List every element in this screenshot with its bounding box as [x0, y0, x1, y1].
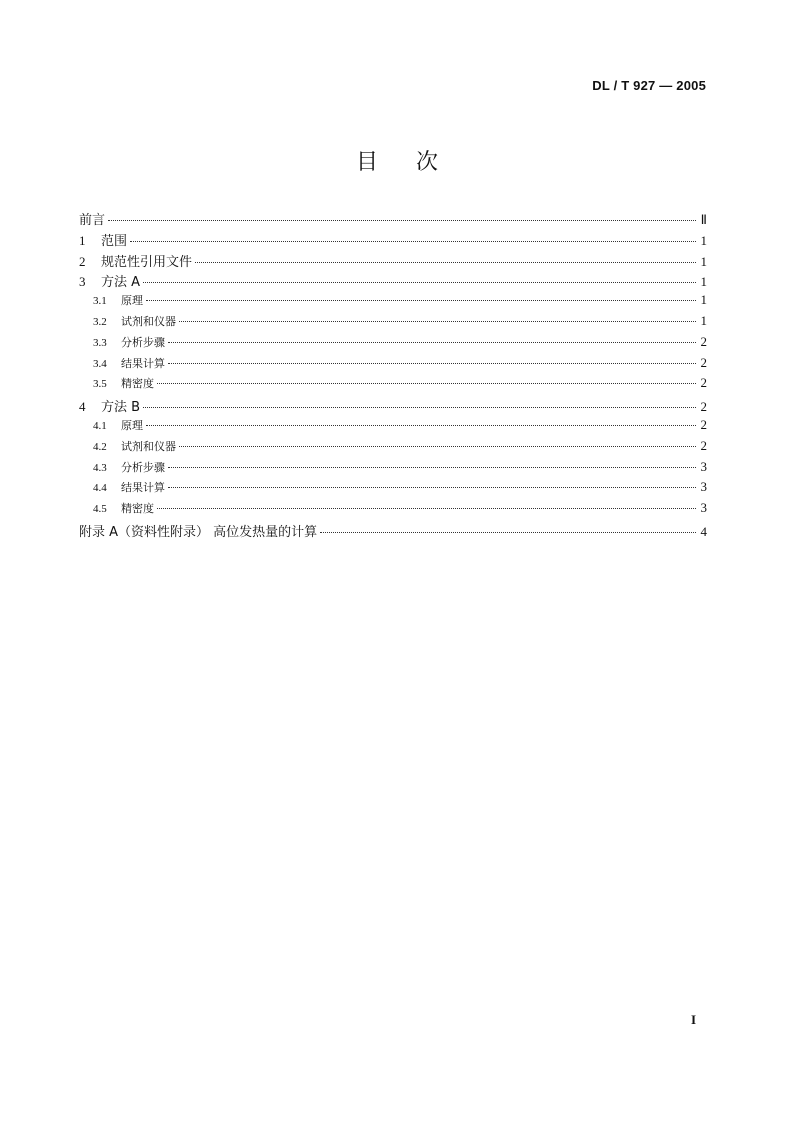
- toc-entry-number: 4.3: [93, 461, 107, 474]
- toc-entry[interactable]: [79, 521, 707, 542]
- toc-entry-label: 试剂和仪器: [121, 439, 176, 453]
- toc-entry-label: 分析步骤: [121, 335, 165, 349]
- toc-entry-number: 4: [79, 399, 86, 415]
- toc-entry[interactable]: [79, 334, 707, 355]
- toc-entry-page: 2: [700, 416, 707, 432]
- toc-entry[interactable]: [79, 230, 707, 251]
- toc-entry[interactable]: [79, 479, 707, 500]
- toc-entry-number: 3.3: [93, 336, 107, 349]
- toc-entry-page: 2: [700, 333, 707, 349]
- toc-entry-label: 精密度: [121, 502, 154, 516]
- toc-dot-leader: [179, 321, 696, 322]
- toc-dot-leader: [157, 383, 696, 384]
- toc-dot-leader: [146, 300, 696, 301]
- toc-entry-label: 方法 A: [101, 275, 141, 291]
- toc-entry[interactable]: [79, 438, 707, 459]
- toc-dot-leader: [146, 425, 696, 426]
- toc-entry[interactable]: [79, 209, 707, 230]
- toc-entry-label: 结果计算: [121, 356, 165, 370]
- toc-entry-page: Ⅱ: [700, 212, 707, 227]
- toc-dot-leader: [168, 467, 696, 468]
- toc-entry-number: 3: [79, 274, 86, 290]
- toc-entry-page: 3: [700, 479, 707, 495]
- toc-entry-number: 4.2: [93, 440, 107, 453]
- toc-entry-page: 1: [700, 253, 707, 269]
- toc-entry[interactable]: [79, 375, 707, 396]
- toc-entry-page: 4: [700, 523, 707, 539]
- toc-dot-leader: [143, 407, 696, 408]
- toc-entry[interactable]: [79, 313, 707, 334]
- toc-entry-label: 试剂和仪器: [121, 314, 176, 328]
- toc-entry-page: 2: [700, 399, 707, 415]
- toc-entry-label: 附录 A（资料性附录） 高位发热量的计算: [79, 524, 318, 540]
- toc-dot-leader: [320, 532, 696, 533]
- toc-entry-page: 3: [700, 500, 707, 516]
- toc-entry-label: 范围: [101, 233, 128, 249]
- toc-entry[interactable]: [79, 292, 707, 313]
- toc-entry-number: 4.4: [93, 482, 107, 495]
- toc-entry-number: 2: [79, 253, 86, 269]
- toc-entry-page: 2: [700, 354, 707, 370]
- toc-entry-label: 方法 B: [101, 400, 141, 416]
- toc-dot-leader: [168, 487, 696, 488]
- toc-dot-leader: [168, 363, 696, 364]
- toc-entry-label: 分析步骤: [121, 460, 165, 474]
- toc-entry[interactable]: [79, 251, 707, 272]
- toc-dot-leader: [168, 342, 696, 343]
- toc-entry-number: 4.1: [93, 419, 107, 432]
- toc-entry-number: 4.5: [93, 503, 107, 516]
- toc-entry[interactable]: [79, 417, 707, 438]
- toc-entry-number: 3.5: [93, 378, 107, 391]
- toc-entry-page: 1: [700, 312, 707, 328]
- toc-entry[interactable]: [79, 500, 707, 521]
- page-title: 目次: [355, 150, 476, 175]
- toc-entry-number: 1: [79, 232, 86, 248]
- toc-entry-label: 前言: [79, 213, 106, 228]
- toc-entry-page: 1: [700, 274, 707, 290]
- toc-entry-label: 原理: [121, 294, 143, 308]
- table-of-contents: [79, 209, 707, 542]
- toc-entry-page: 2: [700, 375, 707, 391]
- toc-dot-leader: [157, 508, 696, 509]
- toc-entry-page: 3: [700, 458, 707, 474]
- toc-entry[interactable]: [79, 396, 707, 417]
- toc-entry-label: 精密度: [121, 377, 154, 391]
- toc-dot-leader: [108, 220, 696, 221]
- toc-entry-number: 3.1: [93, 295, 107, 308]
- page-number: I: [690, 1012, 696, 1027]
- toc-entry[interactable]: [79, 271, 707, 292]
- toc-entry-page: 1: [700, 292, 707, 308]
- toc-dot-leader: [179, 446, 696, 447]
- toc-entry-label: 原理: [121, 418, 143, 432]
- toc-entry-page: 1: [700, 232, 707, 248]
- toc-dot-leader: [130, 241, 696, 242]
- toc-entry-label: 规范性引用文件: [101, 254, 193, 270]
- toc-entry[interactable]: [79, 459, 707, 480]
- toc-entry-page: 2: [700, 437, 707, 453]
- toc-entry-number: 3.4: [93, 357, 107, 370]
- toc-dot-leader: [143, 282, 696, 283]
- toc-dot-leader: [195, 262, 696, 263]
- toc-entry-label: 结果计算: [121, 481, 165, 495]
- toc-entry-number: 3.2: [93, 315, 107, 328]
- standard-code: DL / T 927 — 2005: [592, 78, 706, 93]
- toc-entry[interactable]: [79, 355, 707, 376]
